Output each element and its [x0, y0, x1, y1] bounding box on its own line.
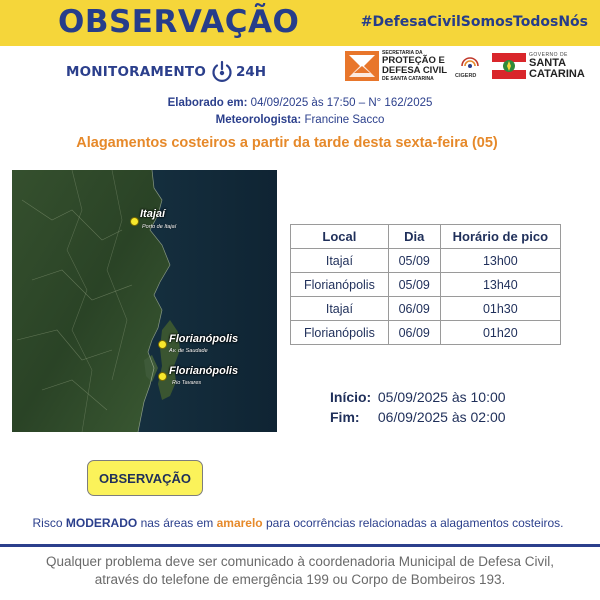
cell-local: Florianópolis: [291, 321, 389, 345]
page-title: OBSERVAÇÃO: [58, 4, 300, 40]
elaborado-line: [0, 97, 600, 109]
header-bar: [0, 0, 600, 46]
cell-local: Florianópolis: [291, 273, 389, 297]
cell-local: Itajaí: [291, 249, 389, 273]
pdc-line3: DE SANTA CATARINA: [382, 76, 434, 82]
meteorologista-label: Meteorologista:: [215, 114, 302, 126]
table-row: [291, 297, 561, 321]
map-label-florianopolis-2: Florianópolis: [169, 365, 239, 377]
cell-dia: 05/09: [388, 273, 440, 297]
elaborado-label: Elaborado em:: [167, 97, 248, 109]
fim-line: [330, 409, 506, 425]
santa-catarina-logo: [492, 51, 585, 81]
cell-horario: 01h20: [440, 321, 560, 345]
footer-divider: [0, 544, 600, 547]
table-row: [291, 249, 561, 273]
map-marker-florianopolis-2: [158, 372, 167, 381]
cell-dia: 05/09: [388, 249, 440, 273]
map-marker-itajai: [130, 217, 139, 226]
footer-line-1: Qualquer problema deve ser comunicado à coordenadoria Municipal de Defesa Civil,: [45, 554, 555, 569]
defesa-civil-emblem-icon: [345, 51, 379, 81]
headline: Alagamentos costeiros a partir da tarde desta sexta-feira (05): [76, 135, 498, 151]
meteorologista-line: [0, 114, 600, 126]
inicio-line: [330, 389, 506, 405]
risk-mid: nas áreas em: [140, 516, 214, 530]
map-sub-itajai: Porto de Itajaí: [142, 224, 177, 230]
cell-local: Itajaí: [291, 297, 389, 321]
map-sub-florianopolis-1: Av. de Saudade: [169, 348, 208, 354]
table-row: [291, 321, 561, 345]
cell-dia: 06/09: [388, 297, 440, 321]
hashtag: #DefesaCivilSomosTodosNós: [360, 14, 588, 30]
cell-dia: 06/09: [388, 321, 440, 345]
cigerd-label: CIGERD: [455, 73, 477, 79]
satellite-map: [12, 170, 277, 432]
monitoramento-label: MONITORAMENTO: [66, 64, 206, 80]
elaborado-value: 04/09/2025 às 17:50 – N° 162/2025: [250, 97, 433, 109]
meteorologista-value: Francine Sacco: [304, 114, 385, 126]
fim-value: 06/09/2025 às 02:00: [377, 409, 506, 425]
table-header-row: [291, 225, 561, 249]
pdc-line2: DEFESA CIVIL: [382, 65, 448, 76]
map-marker-florianopolis-1: [158, 340, 167, 349]
alert-level-badge: OBSERVAÇÃO: [87, 460, 203, 496]
pdc-small: SECRETARIA DA: [382, 50, 423, 56]
power-clock-icon: [210, 60, 234, 84]
risk-post: para ocorrências relacionadas a alagamentos costeiros.: [265, 516, 564, 530]
monitoramento-logo: [66, 60, 266, 84]
risk-pre: Risco: [32, 516, 63, 530]
cell-horario: 13h40: [440, 273, 560, 297]
risk-level: MODERADO: [65, 516, 138, 530]
footer-line-2: através do telefone de emergência 199 ou Corpo de Bombeiros 193.: [94, 572, 506, 587]
santa-catarina-flag-icon: [492, 53, 526, 79]
sc-line2: CATARINA: [529, 68, 585, 80]
pdc-line1: PROTEÇÃO E: [382, 55, 445, 66]
header-local: Local: [291, 225, 389, 249]
header-dia: Dia: [388, 225, 440, 249]
fim-label: Fim:: [330, 409, 360, 425]
monitoramento-24h: 24H: [236, 64, 267, 80]
inicio-value: 05/09/2025 às 10:00: [377, 389, 506, 405]
inicio-label: Início:: [330, 389, 372, 405]
sc-line1: SANTA: [529, 57, 567, 69]
risk-statement: [0, 516, 596, 530]
map-label-florianopolis-1: Florianópolis: [169, 333, 239, 345]
map-label-itajai: Itajaí: [140, 208, 166, 220]
header-horario: Horário de pico: [440, 225, 560, 249]
footer-notice: [0, 553, 600, 589]
defesa-civil-logo: [345, 50, 447, 82]
peak-times-table: [290, 224, 561, 345]
map-sub-florianopolis-2: Rio Tavares: [172, 380, 202, 386]
table-row: [291, 273, 561, 297]
cell-horario: 13h00: [440, 249, 560, 273]
cell-horario: 01h30: [440, 297, 560, 321]
risk-color-word: amarelo: [216, 516, 263, 530]
sc-small: GOVERNO DE: [529, 52, 568, 58]
